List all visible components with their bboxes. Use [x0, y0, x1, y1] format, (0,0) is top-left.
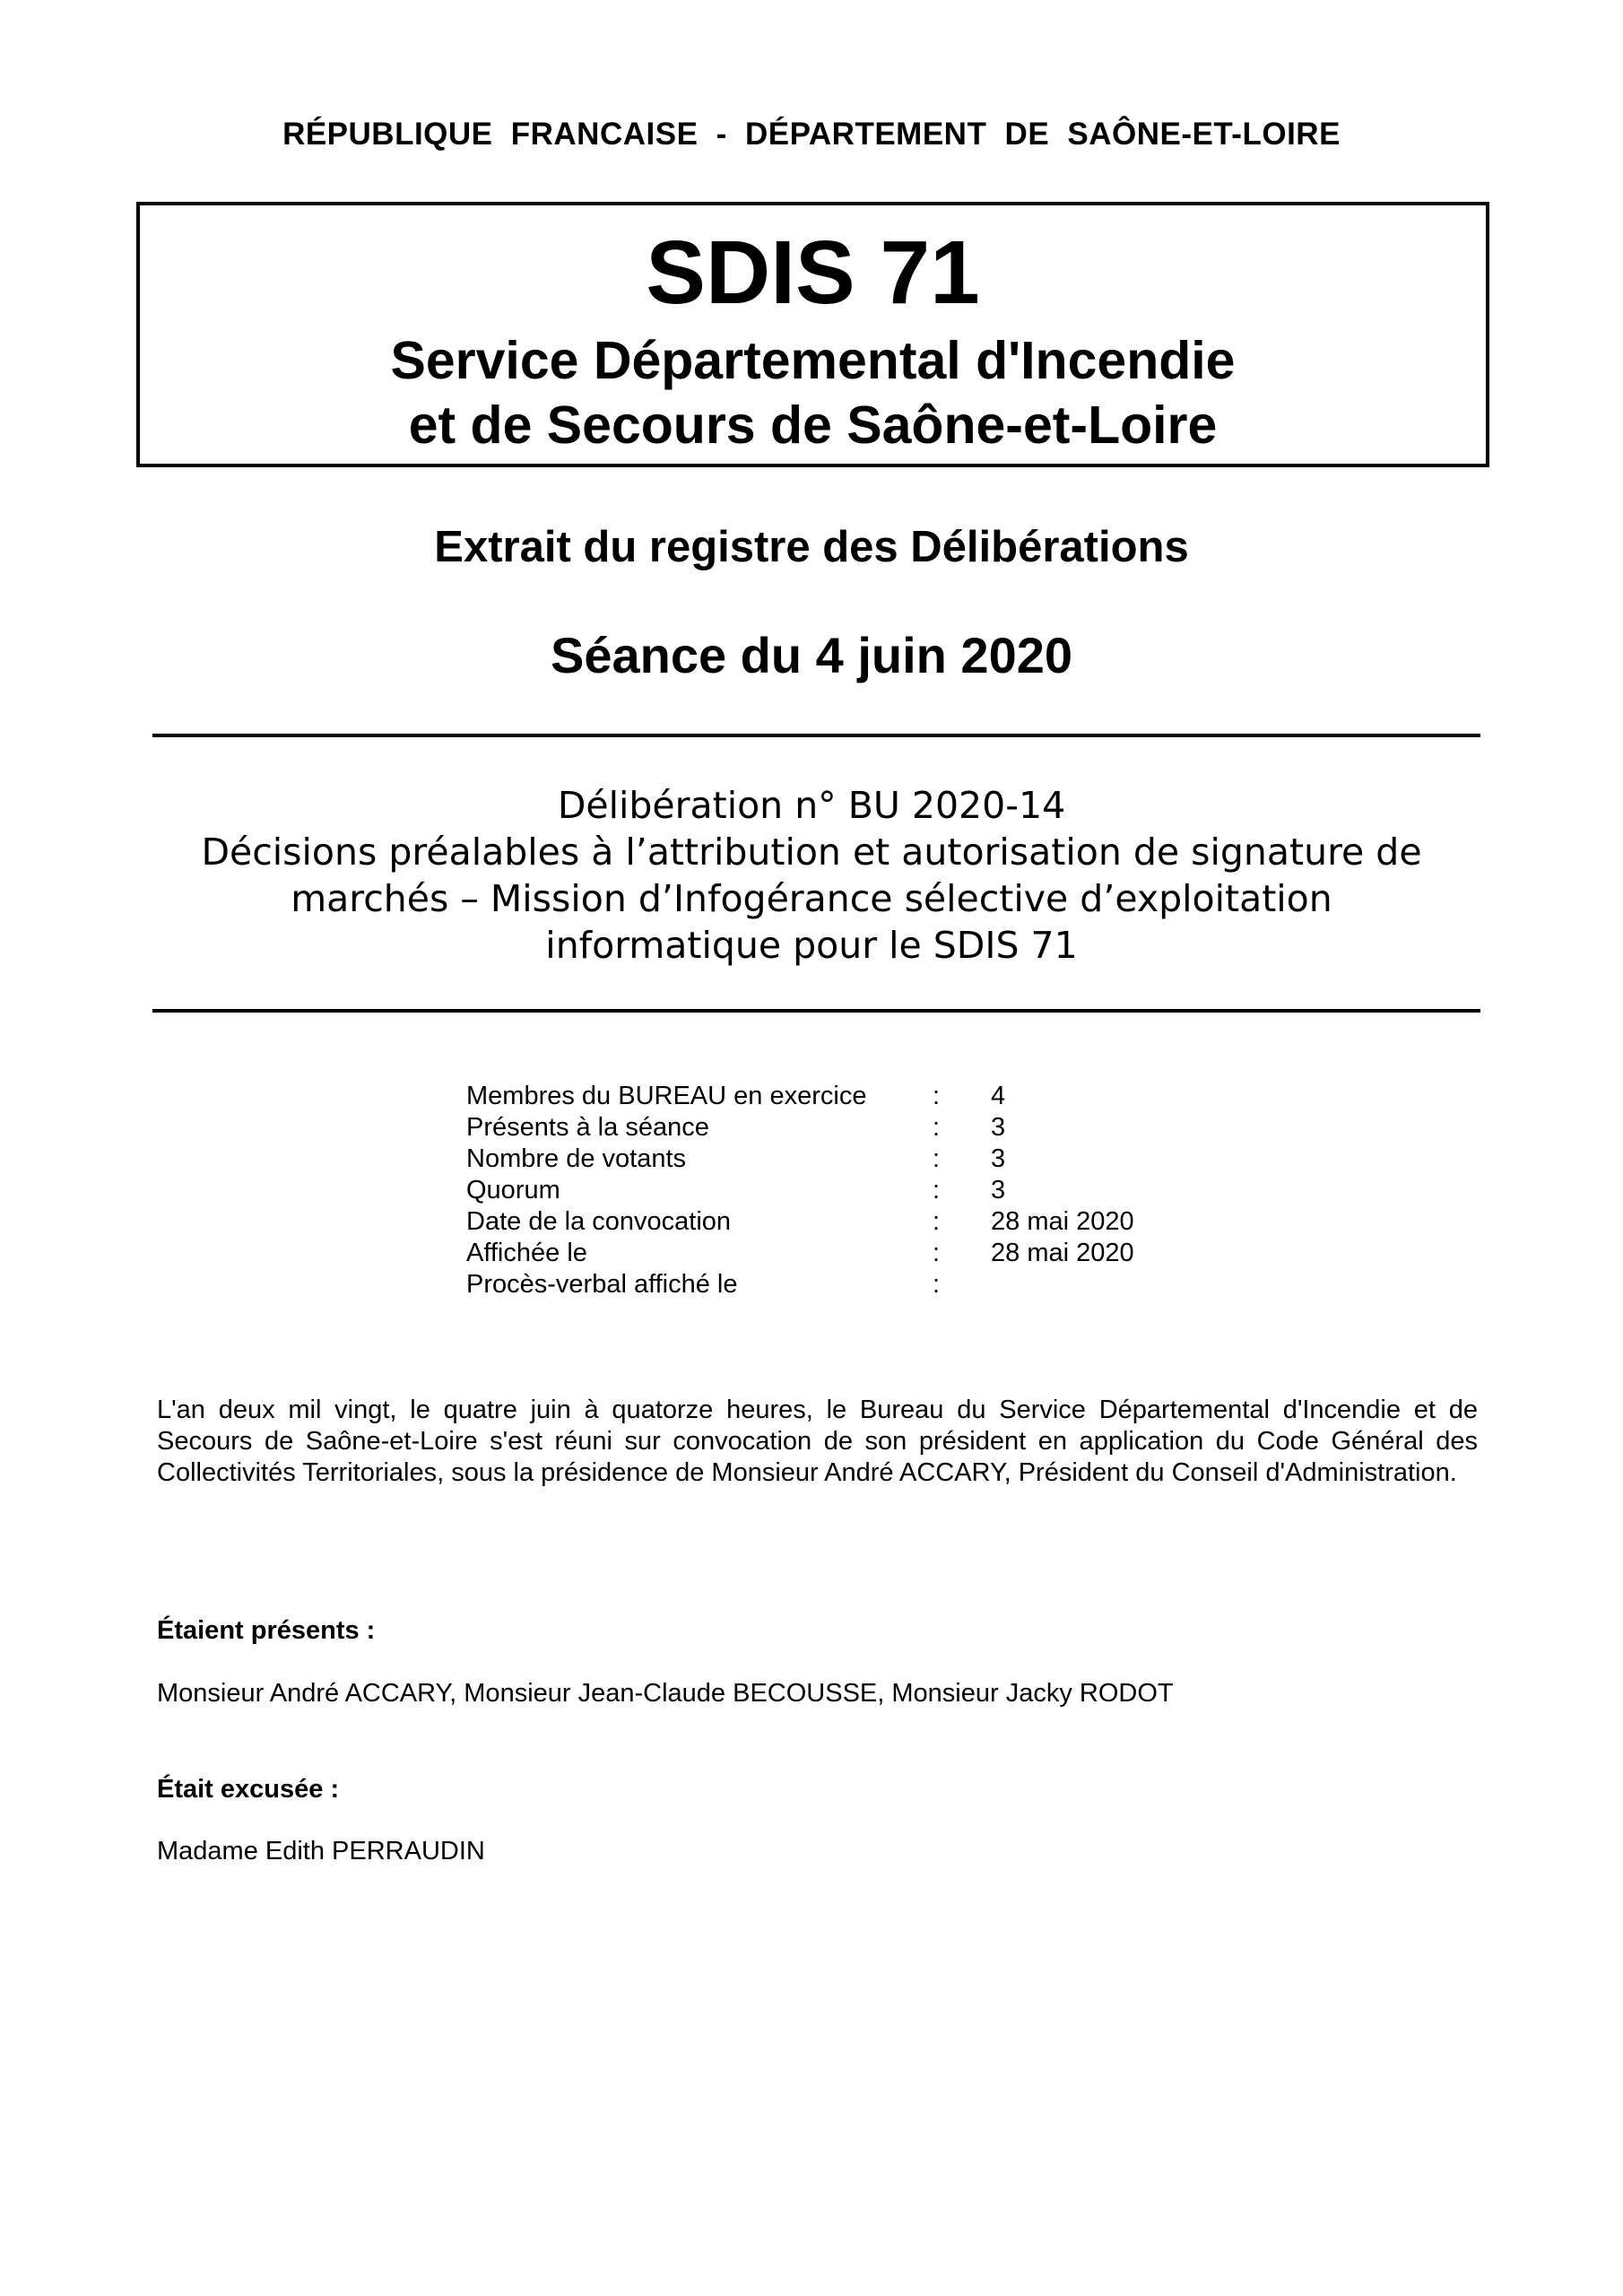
deliberation-title-line: marchés – Mission d’Infogérance sélective d’exploitation: [291, 877, 1332, 920]
stat-value: 3: [991, 1176, 1006, 1205]
stat-separator: :: [933, 1082, 941, 1110]
stat-value: 3: [991, 1113, 1006, 1142]
stat-separator: :: [933, 1239, 941, 1267]
excused-names: Madame Edith PERRAUDIN: [157, 1837, 485, 1866]
stat-separator: :: [933, 1270, 941, 1299]
stat-label: Présents à la séance: [466, 1113, 709, 1142]
stat-separator: :: [933, 1176, 941, 1205]
stat-label: Nombre de votants: [466, 1144, 687, 1173]
stat-separator: :: [933, 1207, 941, 1236]
present-heading: Étaient présents :: [157, 1616, 376, 1645]
stat-label: Membres du BUREAU en exercice: [466, 1082, 867, 1110]
divider-top: [152, 734, 1480, 737]
organization-name-line2: et de Secours de Saône-et-Loire: [408, 396, 1218, 455]
stat-label: Procès-verbal affiché le: [466, 1270, 738, 1299]
divider-bottom: [152, 1009, 1480, 1013]
intro-paragraph: L'an deux mil vingt, le quatre juin à quatorze heures, le Bureau du Service Départemental d'Incendie et de Secours de Saône-et-Loire s'est réuni sur convocation de son président en application du Code Général des Collectivités Territoriales, sous la présidence de Monsieur André ACCARY, Président du Conseil d'Administration.: [157, 1396, 1478, 1487]
stat-label: Quorum: [466, 1176, 560, 1205]
stat-label: Affichée le: [466, 1239, 587, 1267]
deliberation-number: Délibération n° BU 2020-14: [557, 784, 1066, 827]
stat-separator: :: [933, 1113, 941, 1142]
present-names: Monsieur André ACCARY, Monsieur Jean-Claude BECOUSSE, Monsieur Jacky RODOT: [157, 1679, 1174, 1708]
stat-value: 28 mai 2020: [991, 1239, 1134, 1267]
stat-label: Date de la convocation: [466, 1207, 732, 1236]
stat-separator: :: [933, 1144, 941, 1173]
deliberation-block: [0, 782, 1623, 969]
excused-heading: Était excusée :: [157, 1775, 340, 1804]
session-date: Séance du 4 juin 2020: [550, 627, 1073, 683]
organization-acronym: SDIS 71: [646, 222, 980, 323]
stat-value: 28 mai 2020: [991, 1207, 1134, 1236]
deliberation-title-line: Décisions préalables à l’attribution et autorisation de signature de: [201, 831, 1422, 874]
stat-value: 4: [991, 1082, 1006, 1110]
title-box: [136, 202, 1489, 467]
document-type: Extrait du registre des Délibérations: [434, 523, 1189, 571]
deliberation-title-line: informatique pour le SDIS 71: [545, 924, 1078, 967]
stat-value: 3: [991, 1144, 1006, 1173]
organization-name-line1: Service Départemental d'Incendie: [390, 331, 1236, 390]
republic-header: RÉPUBLIQUE FRANCAISE - DÉPARTEMENT DE SAÔNE-ET-LOIRE: [282, 117, 1341, 152]
